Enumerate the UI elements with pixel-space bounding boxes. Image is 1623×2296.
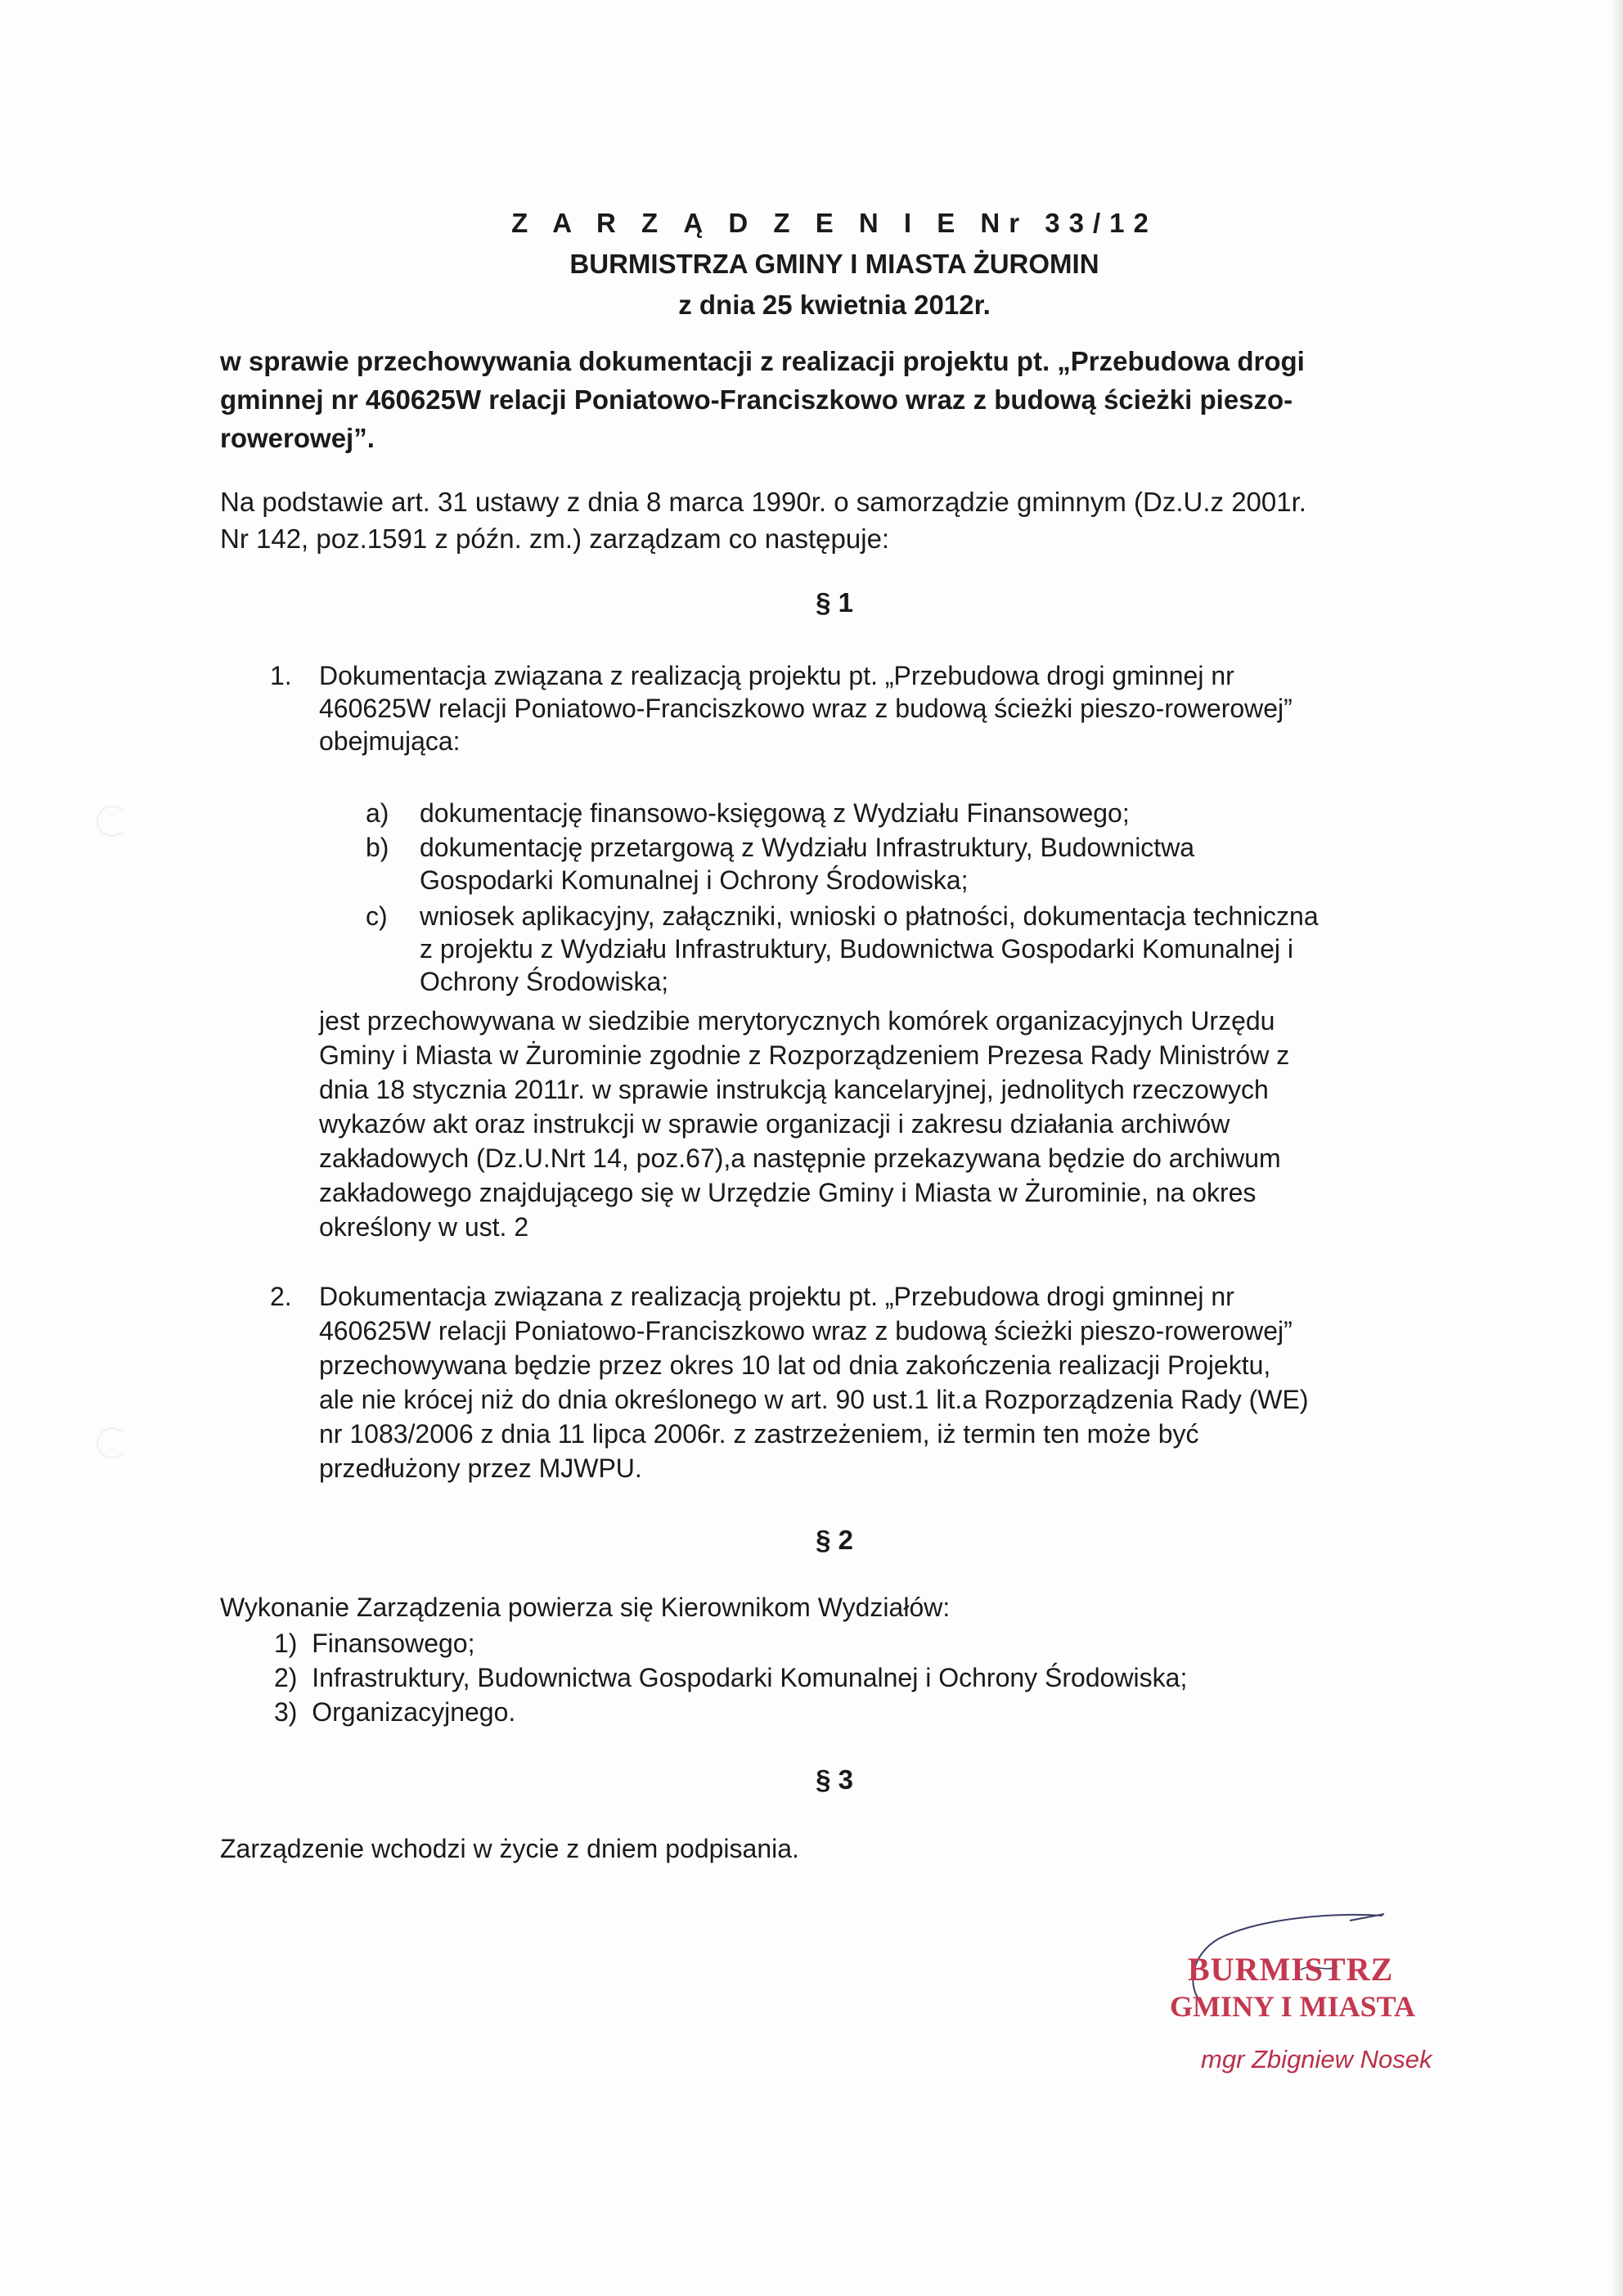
item-line: 460625W relacji Poniatowo-Franciszkowo wraz z budową ścieżki pieszo-rowerowej” xyxy=(319,1316,1293,1346)
stamp-title: BURMISTRZ xyxy=(1188,1951,1394,1988)
section-3-heading: § 3 xyxy=(816,1764,853,1795)
subitem-text xyxy=(420,900,1483,998)
item-number: 2. xyxy=(270,1282,292,1311)
item-line: 460625W relacji Poniatowo-Franciszkowo wraz z budową ścieżki pieszo-rowerowej” xyxy=(319,694,1293,723)
issuer: BURMISTRZA GMINY I MIASTA ŻUROMIN xyxy=(569,249,1099,279)
stamp-signatory: mgr Zbigniew Nosek xyxy=(1201,2045,1432,2074)
ordinance-date: z dnia 25 kwietnia 2012r. xyxy=(678,290,991,320)
subitem-line: wniosek aplikacyjny, załączniki, wnioski o płatności, dokumentacja techniczna xyxy=(420,901,1319,931)
section-2-heading: § 2 xyxy=(816,1525,853,1555)
subitem-letter: b) xyxy=(366,833,389,862)
subject-line: w sprawie przechowywania dokumentacji z realizacji projektu pt. „Przebudowa drogi xyxy=(220,346,1305,376)
subject xyxy=(220,342,1472,457)
item-line: nr 1083/2006 z dnia 11 lipca 2006r. z zastrzeżeniem, iż termin ten może być xyxy=(319,1419,1199,1449)
section-3-text: Zarządzenie wchodzi w życie z dniem podpisania. xyxy=(220,1834,799,1863)
section-2-list xyxy=(274,1626,1477,1729)
subitem-text xyxy=(420,797,1483,829)
stamp-subtitle: GMINY I MIASTA xyxy=(1170,1990,1416,2023)
section-2-intro: Wykonanie Zarządzenia powierza się Kierownikom Wydziałów: xyxy=(220,1593,951,1622)
list-item-text: Organizacyjnego. xyxy=(312,1697,516,1727)
item-line: zakładowego znajdującego się w Urzędzie Gminy i Miasta w Żurominie, na okres xyxy=(319,1178,1257,1207)
item-line: obejmująca: xyxy=(319,726,461,756)
subitem-line: Gospodarki Komunalnej i Ochrony Środowiska; xyxy=(420,865,969,895)
list-item xyxy=(274,1660,1477,1695)
subitem-line: dokumentację przetargową z Wydziału Infrastruktury, Budownictwa xyxy=(420,833,1195,862)
list-item-number: 2) xyxy=(274,1663,298,1692)
subitem-line: z projektu z Wydziału Infrastruktury, Budownictwa Gospodarki Komunalnej i xyxy=(420,934,1294,964)
legal-basis-line: Nr 142, poz.1591 z późn. zm.) zarządzam co następuje: xyxy=(220,523,890,554)
item-line: Dokumentacja związana z realizacją projektu pt. „Przebudowa drogi gminnej nr xyxy=(319,661,1234,690)
item-line: jest przechowywana w siedzibie merytorycznych komórek organizacyjnych Urzędu xyxy=(319,1006,1275,1036)
legal-basis-line: Na podstawie art. 31 ustawy z dnia 8 marca 1990r. o samorządzie gminnym (Dz.U.z 2001r. xyxy=(220,487,1306,517)
subitem-line: dokumentację finansowo-księgową z Wydziału Finansowego; xyxy=(420,798,1130,828)
legal-basis xyxy=(220,483,1472,557)
official-stamp xyxy=(1170,1898,1481,2074)
item-line: przedłużony przez MJWPU. xyxy=(319,1454,642,1483)
subitem-letter: c) xyxy=(366,901,388,931)
item-line: wykazów akt oraz instrukcji w sprawie organizacji i zakresu działania archiwów xyxy=(319,1109,1230,1139)
page-edge-shadow xyxy=(1612,0,1623,2296)
item-line: Dokumentacja związana z realizacją projektu pt. „Przebudowa drogi gminnej nr xyxy=(319,1282,1234,1311)
section-3-body xyxy=(220,1832,1480,1866)
list-item xyxy=(274,1695,1477,1729)
subject-line: gminnej nr 460625W relacji Poniatowo-Franciszkowo wraz z budową ścieżki pieszo- xyxy=(220,384,1293,415)
subitem-letter: a) xyxy=(366,798,389,828)
list-item xyxy=(274,1626,1477,1660)
item-line: zakładowych (Dz.U.Nrt 14, poz.67),a następnie przekazywana będzie do archiwum xyxy=(319,1144,1281,1173)
item-1-text xyxy=(319,659,1481,757)
item-number: 1. xyxy=(270,661,292,690)
item-line: przechowywana będzie przez okres 10 lat od dnia zakończenia realizacji Projektu, xyxy=(319,1350,1271,1380)
section-2-body xyxy=(220,1591,1480,1624)
punch-hole-mark xyxy=(97,1427,128,1458)
list-item-text: Finansowego; xyxy=(312,1629,475,1658)
subitem-line: Ochrony Środowiska; xyxy=(420,967,669,996)
ordinance-number: Z A R Z Ą D Z E N I E Nr 33/12 xyxy=(511,208,1158,238)
item-2-text xyxy=(319,1279,1481,1485)
item-1-tail xyxy=(319,1004,1481,1244)
item-line: ale nie krócej niż do dnia określonego w art. 90 ust.1 lit.a Rozporządzenia Rady (WE) xyxy=(319,1385,1309,1414)
item-line: Gminy i Miasta w Żurominie zgodnie z Rozporządzeniem Prezesa Rady Ministrów z xyxy=(319,1040,1290,1070)
subject-line: rowerowej”. xyxy=(220,423,375,453)
subitem-text xyxy=(420,831,1483,896)
section-1-heading: § 1 xyxy=(816,587,853,618)
item-line: dnia 18 stycznia 2011r. w sprawie instrukcją kancelaryjnej, jednolitych rzeczowych xyxy=(319,1075,1269,1104)
list-item-number: 3) xyxy=(274,1697,298,1727)
punch-hole-mark xyxy=(97,806,128,837)
list-item-text: Infrastruktury, Budownictwa Gospodarki Komunalnej i Ochrony Środowiska; xyxy=(312,1663,1188,1692)
list-item-number: 1) xyxy=(274,1629,298,1658)
document-header xyxy=(0,203,1623,326)
item-line: określony w ust. 2 xyxy=(319,1212,529,1242)
